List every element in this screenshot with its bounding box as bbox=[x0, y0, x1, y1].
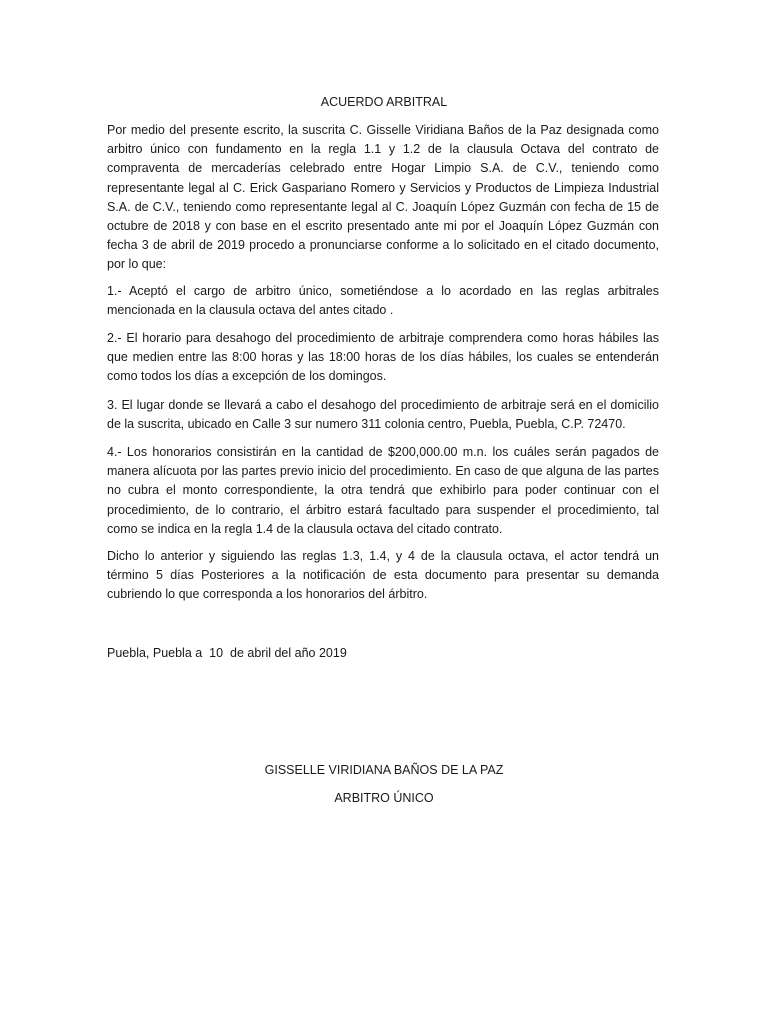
closing-paragraph: Dicho lo anterior y siguiendo las reglas 1.3, 1.4, y 4 de la clausula octava, el actor tendrá un término 5 días Posteriores a la notificación de esta documento para presentar su demanda cubriendo lo que corresponda a los honorarios del árbitro. bbox=[107, 549, 659, 602]
clause-4-paragraph: 4.- Los honorarios consistirán en la cantidad de $200,000.00 m.n. los cuáles serán pagados de manera alícuota por las partes previo inicio del procedimiento. En caso de que alguna de las partes no cubra el monto correspondiente, la otra tendrá que exhibirlo para poder continuar con el procedimiento, de lo contrario, el árbitro estará facultado para suspender el procedimiento, tal como se indica en la regla 1.4 de la clausula octava del citado contrato. bbox=[107, 445, 659, 536]
signatory-role: ARBITRO ÚNICO bbox=[334, 791, 434, 805]
clause-1-paragraph: 1.- Aceptó el cargo de arbitro único, sometiéndose a lo acordado en las reglas arbitrales mencionada en la clausula octava del antes citado . bbox=[107, 284, 659, 318]
place-date: Puebla, Puebla a 10 de abril del año 2019 bbox=[107, 646, 347, 660]
clause-2-paragraph: 2.- El horario para desahogo del procedimiento de arbitraje comprendera como horas hábiles las que medien entre las 8:00 horas y las 18:00 horas de los días hábiles, los cuales se entenderán como todos los días a excepción de los domingos. bbox=[107, 331, 659, 384]
clause-3-paragraph: 3. El lugar donde se llevará a cabo el desahogo del procedimiento de arbitraje será en el domicilio de la suscrita, ubicado en Calle 3 sur numero 311 colonia centro, Puebla, Puebla, C.P. 72470. bbox=[107, 398, 659, 432]
document-title: ACUERDO ARBITRAL bbox=[320, 95, 448, 109]
intro-paragraph: Por medio del presente escrito, la suscrita C. Gisselle Viridiana Baños de la Paz designada como arbitro único con fundamento en la regla 1.1 y 1.2 de la clausula Octava del contrato de compraventa de mercaderías celebrado entre Hogar Limpio S.A. de C.V., teniendo como representante legal al C. Erick Gaspariano Romero y Servicios y Productos de Limpieza Industrial S.A. de C.V., teniendo como representante legal al C. Joaquín López Guzmán con fecha de 15 de octubre de 2018 y con base en el escrito presentado ante mi por el Joaquín López Guzmán con fecha 3 de abril de 2019 procedo a pronunciarse conforme a lo solicitado en el citado documento, por lo que: bbox=[107, 123, 659, 272]
signatory-name: GISSELLE VIRIDIANA BAÑOS DE LA PAZ bbox=[264, 763, 504, 777]
